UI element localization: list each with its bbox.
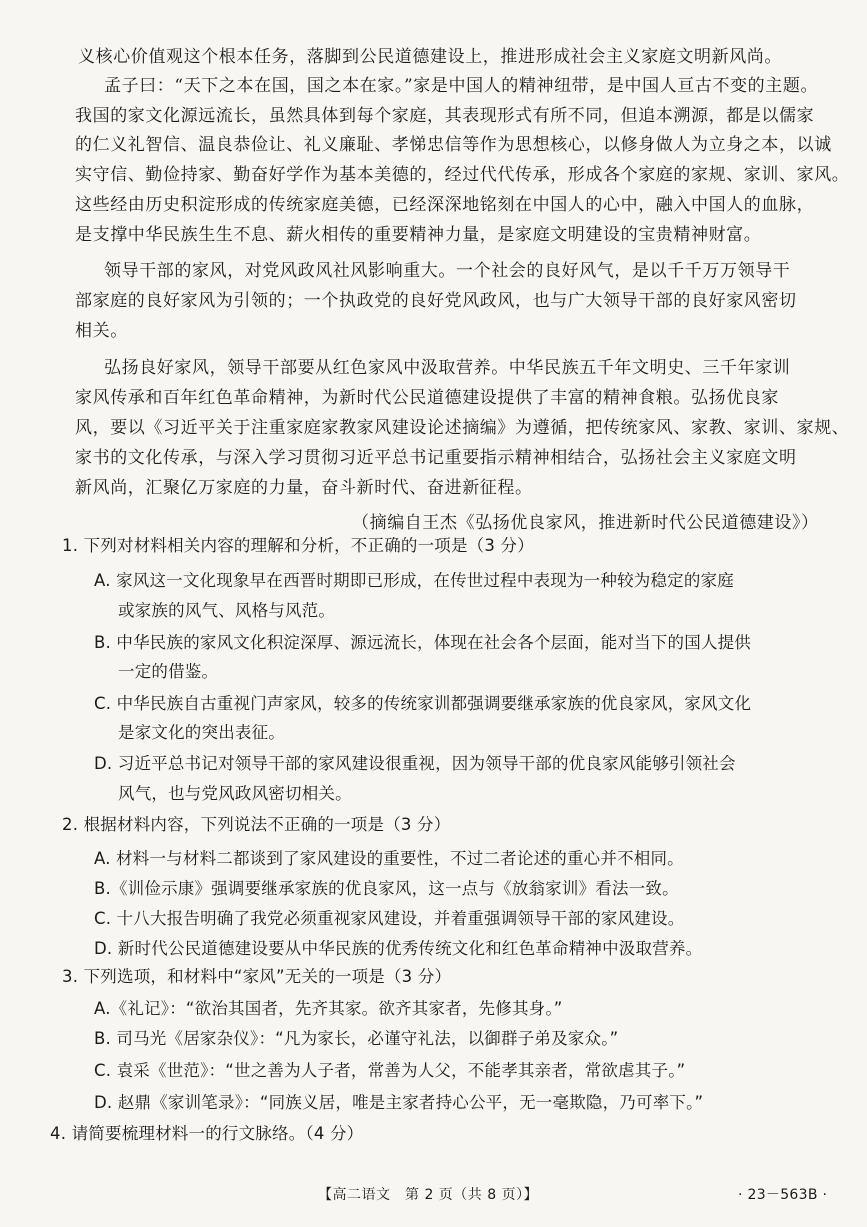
question-2-option-b: B.《训俭示康》强调要继承家族的优良家风，这一点与《放翁家训》看法一致。 (94, 879, 679, 898)
question-2-option-c: C. 十八大报告明确了我党必须重视家风建设，并着重强调领导干部的家风建设。 (94, 909, 685, 928)
question-3-option-a: A.《礼记》：“欲治其国者，先齐其家。欲齐其家者，先修其身。” (94, 999, 563, 1018)
passage-line: 家书的文化传承，与深入学习贯彻习近平总书记重要指示精神相结合，弘扬社会主义家庭文明 (75, 448, 797, 468)
question-2-option-d: D. 新时代公民道德建设要从中华民族的优秀传统文化和红色革命精神中汲取营养。 (94, 939, 703, 958)
question-1-option-a: A. 家风这一文化现象早在西晋时期即已形成，在传世过程中表现为一种较为稳定的家庭 (94, 571, 734, 590)
passage-line: 实守信、勤俭持家、勤奋好学作为基本美德的，经过代代传承，形成各个家庭的家规、家训、家风。 (75, 165, 850, 185)
passage-line: 相关。 (75, 321, 128, 341)
question-1-option-a-cont: 或家族的风气、风格与风范。 (118, 601, 336, 620)
question-1-option-c: C. 中华民族自古重视门声家风，较多的传统家训都强调要继承家族的优良家风，家风文化 (94, 694, 752, 713)
passage-line: 孟子曰：“天下之本在国，国之本在家。”家是中国人的精神纽带，是中国人亘古不变的主题。 (104, 76, 819, 96)
passage-line: 这些经由历史积淀形成的传统家庭美德，已经深深地铭刻在中国人的心中，融入中国人的血脉， (75, 195, 815, 215)
passage-line: 我国的家文化源远流长，虽然具体到每个家庭，其表现形式有所不同，但追本溯源，都是以儒家 (75, 106, 815, 126)
passage-line: 义核心价值观这个根本任务，落脚到公民道德建设上，推进形成社会主义家庭文明新风尚。 (78, 47, 782, 67)
passage-line: 是支撑中华民族生生不息、薪火相传的重要精神力量，是家庭文明建设的宝贵精神财富。 (75, 225, 762, 245)
question-1-option-b: B. 中华民族的家风文化积淀深厚、源远流长，体现在社会各个层面，能对当下的国人提供 (94, 633, 752, 652)
passage-line: 弘扬良好家风，领导干部要从红色家风中汲取营养。中华民族五千年文明史、三千年家训 (104, 358, 791, 378)
page-footer (0, 1184, 867, 1210)
question-3-stem: 3. 下列选项，和材料中“家风”无关的一项是（3 分） (62, 967, 452, 986)
footer-exam-code: · 23－563B · (738, 1187, 828, 1203)
question-1-option-d-cont: 风气，也与党风政风密切相关。 (118, 784, 352, 803)
passage-line: 的仁义礼智信、温良恭俭让、礼义廉耻、孝悌忠信等作为思想核心，以修身做人为立身之本，以诚 (75, 135, 832, 155)
question-1-option-d: D. 习近平总书记对领导干部的家风建设很重视，因为领导干部的优良家风能够引领社会 (94, 754, 736, 773)
question-3-option-c: C. 袁采《世范》：“世之善为人子者，常善为人父，不能孝其亲者，常欲虐其子。” (94, 1061, 686, 1080)
source-citation: （摘编自王杰《弘扬优良家风，推进新时代公民道德建设》） (352, 513, 819, 533)
passage-line: 家风传承和百年红色革命精神，为新时代公民道德建设提供了丰富的精神食粮。弘扬优良家 (75, 388, 779, 408)
question-2-stem: 2. 根据材料内容，下列说法不正确的一项是（3 分） (62, 815, 451, 834)
footer-page-info: 【高二语文 第 2 页（共 8 页）】 (318, 1187, 539, 1203)
question-3-option-d: D. 赵鼎《家训笔录》：“同族义居，唯是主家者持心公平，无一毫欺隐，乃可率下。” (94, 1093, 704, 1112)
passage-line: 新风尚，汇聚亿万家庭的力量，奋斗新时代、奋进新征程。 (75, 478, 533, 498)
question-1-option-c-cont: 是家文化的突出表征。 (118, 723, 285, 742)
question-2-option-a: A. 材料一与材料二都谈到了家风建设的重要性，不过二者论述的重心并不相同。 (94, 849, 684, 868)
passage-line: 部家庭的良好家风为引领的；一个执政党的良好党风政风，也与广大领导干部的良好家风密切 (75, 291, 797, 311)
question-1-stem: 1. 下列对材料相关内容的理解和分析，不正确的一项是（3 分） (62, 536, 534, 555)
passage-line: 风，要以《习近平关于注重家庭家教家风建设论述摘编》为遵循，把传统家风、家教、家训、家规、 (75, 418, 850, 438)
passage-line: 领导干部的家风，对党风政风社风影响重大。一个社会的良好风气，是以千千万万领导干 (104, 261, 791, 281)
question-1-option-b-cont: 一定的借鉴。 (118, 662, 219, 681)
question-3-option-b: B. 司马光《居家杂仪》：“凡为家长，必谨守礼法，以御群子弟及家众。” (94, 1029, 619, 1048)
question-4-stem: 4. 请简要梳理材料一的行文脉络。（4 分） (50, 1124, 364, 1143)
